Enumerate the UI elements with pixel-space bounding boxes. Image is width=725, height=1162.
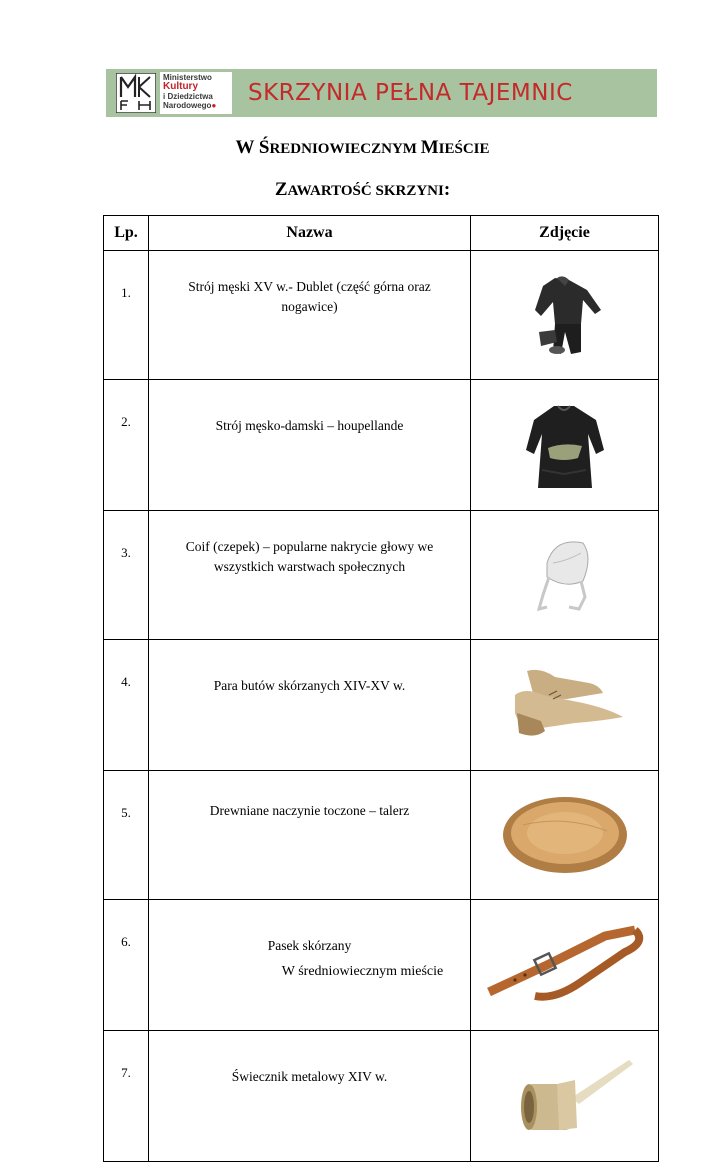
row-name-text: Para butów skórzanych XIV-XV w.	[213, 678, 406, 693]
row-photo	[471, 511, 659, 640]
table-row	[104, 771, 659, 900]
table-row	[104, 251, 659, 380]
page-footer: W średniowiecznym mieście	[281, 964, 444, 979]
row-name-text: Drewniane naczynie toczone – talerz	[209, 803, 410, 818]
row-number: 4.	[104, 640, 149, 771]
section-title	[0, 178, 725, 203]
header-lp: Lp.	[104, 216, 149, 251]
table-row	[104, 511, 659, 640]
ministry-name: Ministerstwo Kultury i Dziedzictwa Narodowego●	[160, 72, 232, 114]
ministry-line-2: Kultury	[163, 81, 198, 92]
row-name	[149, 640, 471, 771]
row-number: 3.	[104, 511, 149, 640]
section-title-part-3: :	[443, 179, 451, 200]
row-number: 5.	[104, 771, 149, 900]
header-name: Nazwa	[149, 216, 471, 251]
title-part-2: REDNIOWIECZNYM	[269, 141, 421, 157]
coif-cap-icon	[533, 533, 597, 617]
title-part-1: W Ś	[235, 137, 270, 158]
metal-candleholder-icon	[495, 1054, 635, 1138]
row-name-text: Strój męsko-damski – houpellande	[215, 418, 404, 433]
row-photo	[471, 251, 659, 380]
row-photo	[471, 380, 659, 511]
section-title-part-1: Z	[274, 179, 288, 200]
row-photo	[471, 640, 659, 771]
ministry-line-4: Narodowego	[163, 101, 212, 110]
section-title-part-2: AWARTOŚĆ SKRZYNI	[287, 183, 444, 199]
ministry-line-1: Ministerstwo	[163, 73, 212, 82]
row-name	[149, 251, 471, 380]
row-name	[149, 380, 471, 511]
row-name-text: Świecznik metalowy XIV w.	[231, 1069, 388, 1084]
row-name	[149, 771, 471, 900]
row-name-text: Coif (czepek) – popularne nakrycie głowy we wszystkich warstwach społecznych	[185, 539, 434, 574]
row-name-text: Strój męski XV w.- Dublet (część górna oraz nogawice)	[188, 279, 431, 314]
table-row	[104, 380, 659, 511]
row-number: 2.	[104, 380, 149, 511]
row-name	[149, 511, 471, 640]
title-part-4: IEŚCIE	[438, 141, 490, 157]
leather-shoes-icon	[505, 665, 625, 745]
page-title	[0, 136, 725, 161]
row-number: 1.	[104, 251, 149, 380]
contents-table	[103, 215, 659, 1162]
ministry-logo-icon	[116, 73, 156, 113]
title-part-3: M	[420, 137, 439, 158]
row-photo	[471, 771, 659, 900]
houppelande-costume-icon	[524, 400, 606, 490]
doublet-costume-icon	[525, 272, 605, 358]
row-number: 7.	[104, 1031, 149, 1162]
row-photo	[471, 1031, 659, 1162]
header-banner	[106, 69, 657, 117]
ministry-line-3: i Dziedzictwa	[163, 92, 213, 101]
header-photo: Zdjęcie	[471, 216, 659, 251]
row-name-text: Pasek skórzany	[267, 938, 352, 953]
table-row	[104, 1031, 659, 1162]
project-title: SKRZYNIA PEŁNA TAJEMNIC	[248, 80, 573, 106]
row-number: 6.	[104, 900, 149, 1031]
wooden-plate-icon	[501, 795, 629, 875]
row-name	[149, 1031, 471, 1162]
table-header-row	[104, 216, 659, 251]
table-row	[104, 640, 659, 771]
